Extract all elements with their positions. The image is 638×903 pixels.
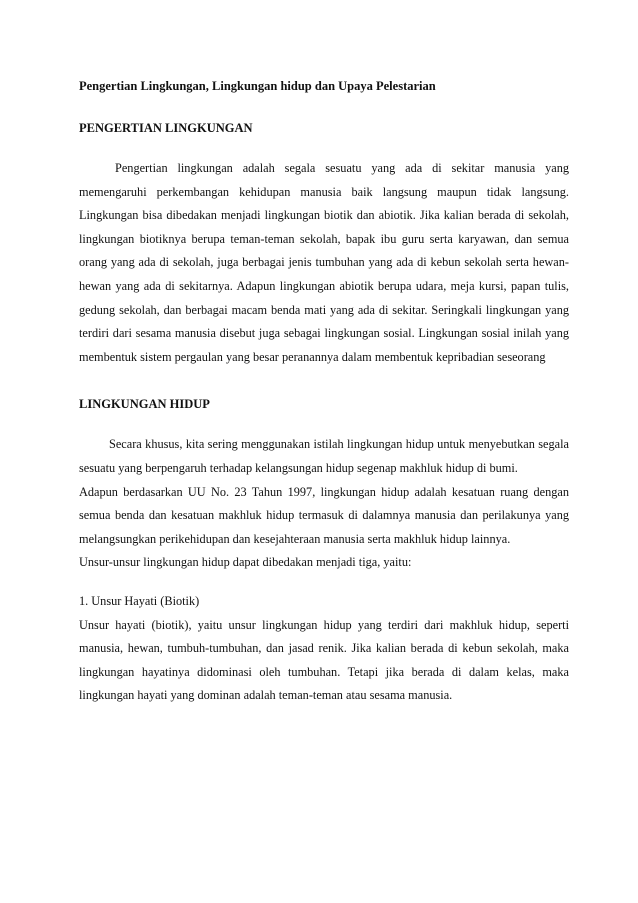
paragraph-lingkungan-hidup-2: Adapun berdasarkan UU No. 23 Tahun 1997, lingkungan hidup adalah kesatuan ruang dengan semua benda dan kesatuan makhluk hidup termasuk di dalamnya manusia dan perilakunya yang melangsungkan perikehidupan dan kesejahteraan manusia serta makhluk hidup lainnya. [79,484,569,546]
document-title: Pengertian Lingkungan, Lingkungan hidup dan Upaya Pelestarian [79,79,436,93]
paragraph-lingkungan-hidup-3: Unsur-unsur lingkungan hidup dapat dibedakan menjadi tiga, yaitu: [79,555,412,570]
paragraph-pengertian: Pengertian lingkungan adalah segala sesuatu yang ada di sekitar manusia yang memengaruhi perkembangan kehidupan manusia baik langsung maupun tidak langsung. Lingkungan bisa dibedakan menjadi lingkungan biotik dan abiotik. Jika kalian berada di sekolah, lingkungan biotiknya berupa teman-teman sekolah, bapak ibu guru serta karyawan, dan semua orang yang ada di sekolah, juga berbagai jenis tumbuhan yang ada di kebun sekolah serta hewan-hewan yang ada di sekitarnya. Adapun lingkungan abiotik berupa udara, meja kursi, papan tulis, gedung sekolah, dan berbagai macam benda mati yang ada di sekitar. Seringkali lingkungan yang terdiri dari sesama manusia disebut juga sebagai lingkungan sosial. Lingkungan sosial inilah yang membentuk sistem pergaulan yang besar peranannya dalam membentuk kepribadian seseorang [79,161,569,364]
section-heading-lingkungan-hidup: LINGKUNGAN HIDUP [79,397,210,412]
subsection-heading-unsur-hayati: 1. Unsur Hayati (Biotik) [79,593,200,608]
document-body [79,77,569,708]
paragraph-lingkungan-hidup-1: Secara khusus, kita sering menggunakan istilah lingkungan hidup untuk menyebutkan segala sesuatu yang berpengaruh terhadap kelangsungan hidup segenap makhluk hidup di bumi. [79,437,569,475]
section-heading-pengertian: PENGERTIAN LINGKUNGAN [79,121,253,135]
paragraph-unsur-hayati: Unsur hayati (biotik), yaitu unsur lingkungan hidup yang terdiri dari makhluk hidup, seperti manusia, hewan, tumbuh-tumbuhan, dan jasad renik. Jika kalian berada di kebun sekolah, maka lingkungan hayatinya didominasi oleh tumbuhan. Tetapi jika berada di dalam kelas, maka lingkungan hayati yang dominan adalah teman-teman atau sesama manusia. [79,617,569,703]
